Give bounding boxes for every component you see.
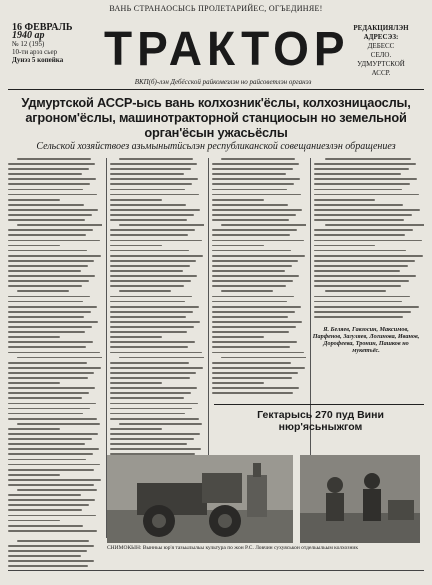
text-line [8, 178, 96, 180]
text-line [110, 245, 162, 247]
text-line [119, 290, 171, 292]
text-line [8, 555, 81, 557]
text-line [212, 183, 294, 185]
text-line [8, 448, 99, 450]
text-line [212, 219, 289, 221]
text-line [110, 234, 188, 236]
text-line [8, 285, 82, 287]
text-line [110, 214, 194, 216]
text-line [110, 280, 191, 282]
photo-farmers [300, 455, 420, 543]
text-line [212, 204, 288, 206]
text-line [110, 260, 196, 262]
text-line [314, 189, 402, 191]
text-line [110, 194, 199, 196]
text-line [314, 245, 375, 247]
text-line [8, 397, 82, 399]
text-line [8, 209, 98, 211]
text-line [8, 260, 94, 262]
text-line [110, 418, 199, 420]
text-line [212, 245, 264, 247]
text-line [8, 219, 85, 221]
text-line [110, 199, 162, 201]
text-line [8, 392, 89, 394]
text-line [325, 290, 386, 292]
text-line [110, 428, 162, 430]
text-line [110, 178, 198, 180]
text-line [8, 509, 82, 511]
text-line [314, 311, 411, 313]
text-line [110, 168, 191, 170]
text-line [8, 443, 85, 445]
text-line [110, 433, 200, 435]
text-line [110, 240, 202, 242]
text-line [212, 214, 296, 216]
text-line [8, 560, 94, 562]
issue-year: 1940 ар [12, 30, 45, 41]
text-line [110, 265, 190, 267]
text-line [17, 540, 89, 542]
address-line: АССР. [371, 69, 391, 77]
text-line [8, 189, 83, 191]
party-motto: ВАНЬ СТРАНАОСЫСЬ ПРОЛЕТАРИЙЕС, ОГЪЕДИНЯЕ! [109, 4, 323, 13]
text-line [110, 229, 195, 231]
text-line [212, 255, 305, 257]
text-line [110, 362, 189, 364]
text-line [8, 214, 92, 216]
text-line [314, 204, 403, 206]
farmers-photo-illustration [300, 455, 420, 543]
text-line [314, 234, 405, 236]
text-line [8, 296, 90, 298]
text-line [314, 173, 401, 175]
text-line [314, 285, 401, 287]
text-line [212, 173, 286, 175]
text-line [110, 163, 197, 165]
address-title: РЕДАКЦИЯЛЭН АДРЕСЭЗ: [353, 24, 409, 41]
text-line [8, 275, 95, 277]
text-line [8, 408, 90, 410]
text-line [314, 183, 410, 185]
text-line [8, 387, 95, 389]
text-line [8, 352, 100, 354]
signatories: Я. Беляев, Гавзосин, Максимов, Парфенов, Загуляев, Логинова, Иванов, Дорофеева, Тронин, Пашков но мукетъёс. [312, 326, 420, 354]
text-line [110, 448, 201, 450]
text-line [110, 311, 193, 313]
text-line [212, 260, 298, 262]
text-line [314, 214, 412, 216]
text-line [8, 469, 94, 471]
text-line [119, 357, 204, 359]
text-line [110, 372, 196, 374]
text-line [8, 459, 86, 461]
text-line [110, 336, 162, 338]
text-line [212, 336, 264, 338]
text-line [110, 275, 197, 277]
text-line [110, 341, 195, 343]
text-line [212, 326, 296, 328]
text-line [8, 204, 84, 206]
text-line [314, 240, 422, 242]
text-line [8, 311, 91, 313]
text-line [212, 168, 293, 170]
text-line [110, 352, 202, 354]
text-line [221, 290, 273, 292]
text-line [8, 515, 96, 517]
text-line [110, 438, 194, 440]
text-line [221, 224, 306, 226]
text-line [8, 433, 98, 435]
text-line [8, 438, 92, 440]
text-line [314, 316, 403, 318]
text-line [110, 443, 187, 445]
text-line [212, 372, 298, 374]
text-line [314, 260, 415, 262]
text-line [8, 504, 89, 506]
text-line [110, 403, 198, 405]
text-line [110, 397, 184, 399]
text-line [8, 367, 101, 369]
text-line [17, 357, 102, 359]
text-line [8, 418, 97, 420]
text-line [314, 280, 409, 282]
text-line [8, 270, 81, 272]
column-4 [314, 158, 424, 323]
masthead-subtitle: ВКП(б)-лэн Дебёсской райкомезлэн но райсоветлэн органэз [134, 78, 312, 86]
text-line [314, 209, 420, 211]
text-line [212, 306, 301, 308]
text-line [110, 255, 203, 257]
text-line [212, 285, 286, 287]
issue-number: № 12 (195) [12, 40, 45, 48]
text-line [110, 285, 184, 287]
text-line [212, 270, 285, 272]
text-line [212, 387, 299, 389]
text-line [8, 479, 101, 481]
text-line [212, 341, 297, 343]
text-line [212, 352, 304, 354]
text-line [212, 275, 299, 277]
text-line [212, 311, 295, 313]
text-line [314, 265, 408, 267]
footer-column-lines [8, 540, 100, 571]
text-line [110, 189, 185, 191]
text-line [212, 189, 287, 191]
header-rule [8, 89, 424, 90]
text-line [8, 326, 92, 328]
text-line [8, 565, 88, 567]
text-line [110, 219, 187, 221]
text-line [8, 240, 100, 242]
tractor-photo-illustration [107, 455, 293, 543]
text-line [8, 255, 101, 257]
text-line [8, 474, 60, 476]
text-line [110, 367, 203, 369]
address-line: УДМУРТСКОЙ [357, 60, 405, 68]
text-line [110, 183, 192, 185]
text-line [110, 408, 192, 410]
text-line [8, 453, 93, 455]
text-line [8, 163, 95, 165]
text-line [17, 489, 97, 491]
text-line [110, 413, 185, 415]
text-line [212, 301, 287, 303]
text-line [212, 280, 293, 282]
text-line [8, 372, 94, 374]
issue-line-1: 10-ти арэз сьер [12, 48, 58, 56]
text-line [8, 346, 86, 348]
text-line [8, 377, 88, 379]
text-line [8, 245, 60, 247]
text-line [8, 168, 89, 170]
text-line [8, 336, 60, 338]
text-line [110, 331, 187, 333]
text-line [314, 296, 410, 298]
text-line [314, 306, 419, 308]
text-line [110, 316, 186, 318]
issue-info [12, 24, 98, 64]
text-line [110, 301, 185, 303]
text-line [8, 183, 90, 185]
text-line [212, 240, 304, 242]
text-line [8, 520, 60, 522]
main-headline: Удмуртской АССР-ысь вань колхозник'ёслы, колхозницаослы, агроном'ёслы, машинотракторной станциосын но земельной орган'ёсын ужасьёслы [21, 95, 411, 140]
text-line [8, 382, 60, 384]
text-line [212, 265, 292, 267]
text-line [110, 296, 192, 298]
text-line [8, 301, 83, 303]
text-line [212, 194, 301, 196]
text-line [110, 392, 191, 394]
text-line [110, 306, 199, 308]
column-3 [212, 158, 306, 401]
text-line [212, 392, 293, 394]
text-line [110, 270, 183, 272]
text-line [212, 250, 291, 252]
text-line [221, 158, 294, 160]
text-line [119, 224, 204, 226]
text-line [110, 377, 190, 379]
text-line [8, 321, 98, 323]
text-line [212, 367, 305, 369]
bottom-rule [8, 570, 424, 571]
text-line [8, 234, 86, 236]
text-line [8, 545, 94, 547]
text-line [8, 265, 88, 267]
text-line [8, 199, 60, 201]
text-line [8, 362, 87, 364]
text-line [325, 158, 411, 160]
editorial-address [342, 24, 420, 78]
text-line [314, 168, 409, 170]
issue-date: 16 ФЕВРАЛЬ [12, 22, 73, 33]
text-line [314, 250, 406, 252]
text-line [119, 423, 202, 425]
text-line [8, 306, 97, 308]
text-line [212, 321, 302, 323]
text-line [314, 219, 404, 221]
text-line [314, 163, 416, 165]
text-line [110, 382, 162, 384]
text-line [110, 346, 188, 348]
photo-caption: СНИМОКЫН: Вынньы юр'я тазьылыльы культура по жон Р.С. Ловчин сухуяськон отдельыльым колхозник [107, 545, 359, 551]
text-line [314, 275, 416, 277]
text-line [314, 255, 423, 257]
newspaper-masthead: ТРАКТОР [104, 20, 350, 76]
text-line [8, 403, 96, 405]
text-line [17, 290, 69, 292]
text-line [8, 530, 97, 532]
text-line [110, 387, 197, 389]
text-line [212, 346, 290, 348]
text-line [8, 173, 82, 175]
issue-price: Дунэз 5 копейка [12, 56, 64, 64]
text-line [8, 428, 60, 430]
text-line [212, 163, 299, 165]
text-line [119, 158, 192, 160]
text-line [325, 224, 424, 226]
text-line [314, 199, 375, 201]
text-line [8, 194, 97, 196]
text-line [17, 423, 100, 425]
text-line [212, 331, 289, 333]
text-line [314, 194, 419, 196]
address-line: СЕЛО. [370, 51, 392, 59]
text-line [8, 229, 93, 231]
second-headline: Гектарысь 270 пуд Вини нюр'ясьныжгом [257, 409, 384, 433]
text-line [8, 550, 87, 552]
text-line [110, 173, 184, 175]
text-line [314, 301, 402, 303]
text-line [110, 326, 194, 328]
text-line [110, 209, 200, 211]
section-rule [214, 404, 424, 405]
text-line [221, 357, 306, 359]
column-1 [8, 158, 102, 538]
text-line [212, 178, 300, 180]
text-line [212, 296, 294, 298]
main-subhead: Сельской хозяйствоез азьмынытӥсьлэн республиканской совещаниезлэн обращениез [36, 141, 396, 152]
text-line [8, 525, 83, 527]
text-line [8, 280, 89, 282]
text-line [212, 382, 264, 384]
text-line [212, 229, 297, 231]
text-line [8, 464, 100, 466]
text-line [8, 250, 87, 252]
text-line [314, 178, 417, 180]
text-line [110, 321, 200, 323]
text-line [212, 316, 288, 318]
text-line [8, 316, 84, 318]
text-line [212, 234, 290, 236]
text-line [212, 209, 302, 211]
text-line [212, 377, 292, 379]
text-line [314, 270, 400, 272]
address-line: ДЕБЕСС [367, 42, 395, 50]
text-line [110, 250, 189, 252]
text-line [17, 224, 102, 226]
text-line [8, 484, 94, 486]
text-line [212, 362, 291, 364]
text-line [8, 494, 81, 496]
text-line [314, 229, 413, 231]
text-line [8, 331, 85, 333]
text-line [17, 158, 90, 160]
text-line [8, 413, 83, 415]
text-line [110, 204, 186, 206]
photo-tractor [107, 455, 293, 543]
text-line [8, 499, 95, 501]
text-line [212, 199, 264, 201]
text-line [8, 341, 93, 343]
